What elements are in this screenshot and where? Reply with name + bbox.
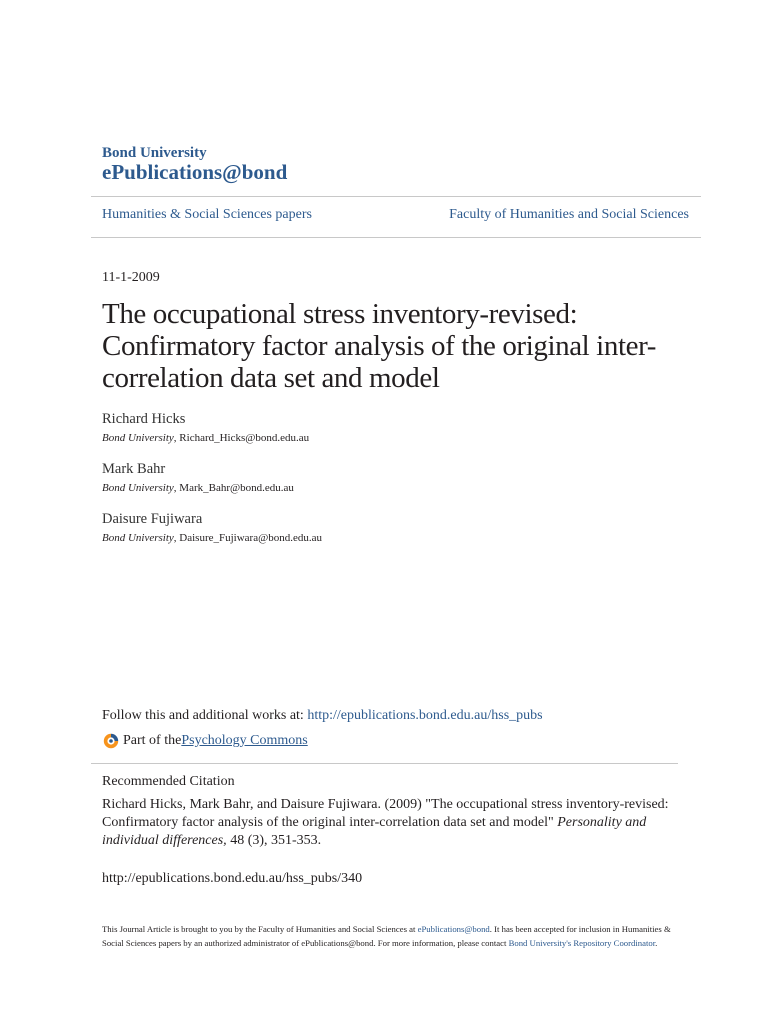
part-of-prefix: Part of the (123, 733, 182, 748)
article-url[interactable]: http://epublications.bond.edu.au/hss_pubs/340 (102, 871, 363, 886)
citation-text (102, 796, 682, 850)
citation-details: 48 (3), 351-353. (226, 833, 322, 848)
author-email: , Mark_Bahr@bond.edu.au (173, 482, 294, 494)
follow-line (102, 708, 543, 724)
title-line: correlation data set and model (102, 362, 440, 394)
author-affiliation (102, 482, 294, 494)
citation-body: Richard Hicks, Mark Bahr, and Daisure Fujiwara. (2009) "The occupational stress inventory-revised: Confirmatory factor analysis of the original inter-correlation data set and model" (102, 797, 669, 830)
title-line: The occupational stress inventory-revised: (102, 298, 578, 330)
faculty-link[interactable]: Faculty of Humanities and Social Sciences (449, 207, 689, 222)
author-name: Daisure Fujiwara (102, 511, 203, 527)
follow-prefix: Follow this and additional works at: (102, 708, 308, 723)
author-institution: Bond University (102, 532, 174, 544)
author-affiliation (102, 432, 309, 444)
author-name: Richard Hicks (102, 411, 186, 427)
series-link[interactable]: Humanities & Social Sciences papers (102, 207, 312, 222)
title-line: Confirmatory factor analysis of the original inter- (102, 330, 657, 362)
author-name: Mark Bahr (102, 461, 166, 477)
divider-nav-bottom (91, 237, 701, 238)
psychology-commons-link[interactable]: Psychology Commons (181, 733, 308, 748)
divider-citation (91, 763, 678, 764)
repository-coordinator-link[interactable]: Bond University's Repository Coordinator (508, 938, 656, 948)
commons-icon (102, 732, 120, 750)
article-title (102, 298, 662, 394)
university-name[interactable]: Bond University (102, 145, 207, 161)
author-affiliation (102, 532, 322, 544)
footer-notice (102, 922, 682, 950)
author-email: , Daisure_Fujiwara@bond.edu.au (173, 532, 323, 544)
publication-date: 11-1-2009 (102, 270, 160, 285)
footer-text: This Journal Article is brought to you by the Faculty of Humanities and Social Sciences at (102, 924, 418, 934)
epublications-link[interactable]: ePublications@bond (417, 924, 490, 934)
repository-name[interactable]: ePublications@bond (102, 160, 288, 184)
author-institution: Bond University (102, 432, 174, 444)
citation-journal: Personality and individual differences, (102, 815, 647, 848)
footer-text: . It has been accepted for inclusion in Humanities & Social Sciences papers by an authorized administrator of ePublications@bond. For more information, please contact (102, 924, 671, 948)
citation-heading: Recommended Citation (102, 774, 235, 789)
divider-top (91, 196, 701, 197)
footer-text: . (655, 938, 658, 948)
author-email: , Richard_Hicks@bond.edu.au (173, 432, 310, 444)
collection-url-link[interactable]: http://epublications.bond.edu.au/hss_pubs (307, 708, 543, 723)
part-of-line (102, 732, 308, 750)
author-institution: Bond University (102, 482, 174, 494)
